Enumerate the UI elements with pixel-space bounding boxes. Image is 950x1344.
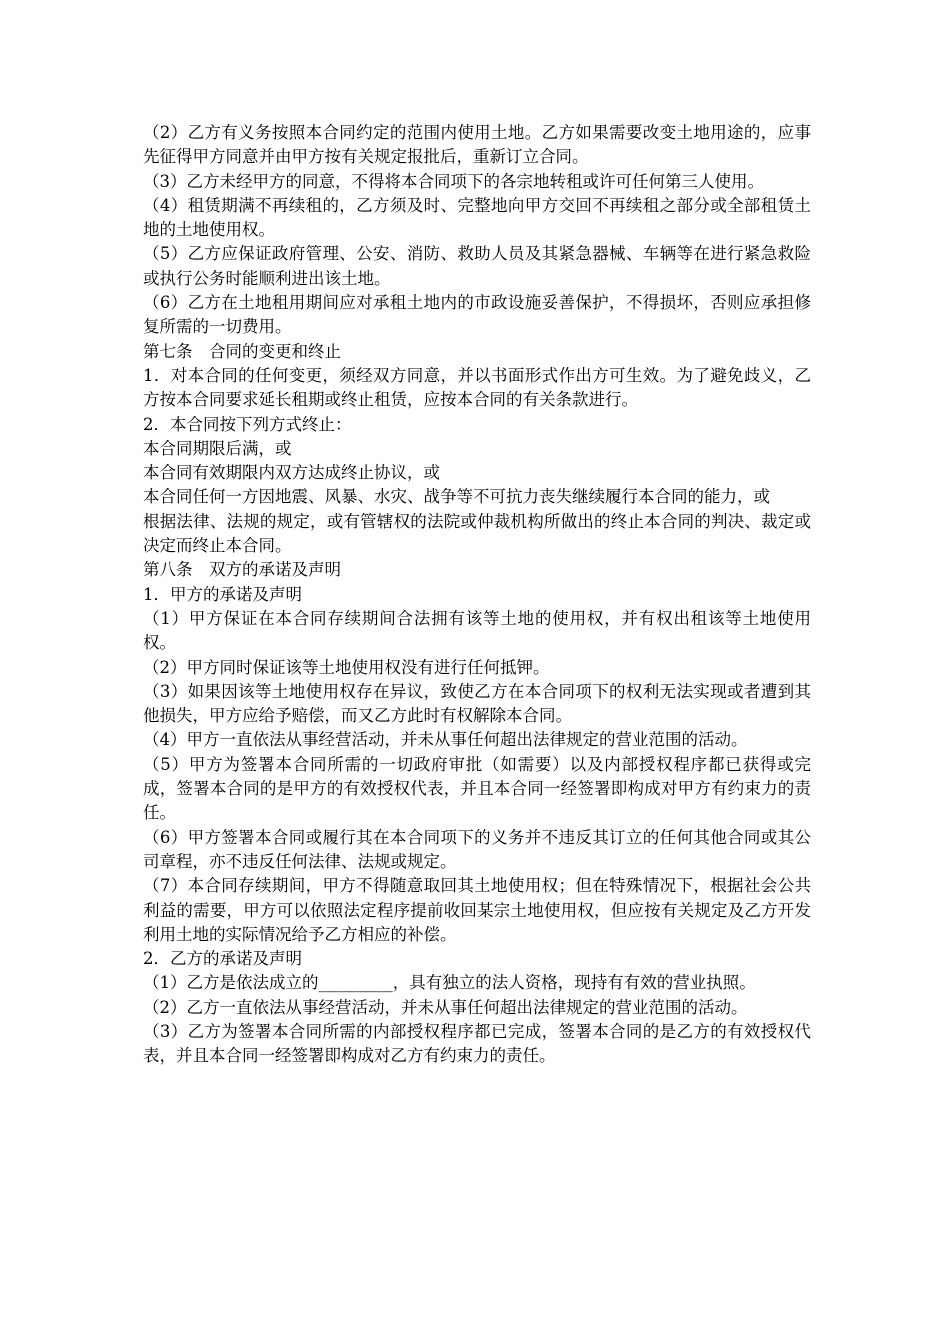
paragraph-a-lawful-operation: （4）甲方一直依法从事经营活动，并未从事任何超出法律规定的营业范围的活动。 [143,730,748,750]
paragraph-a-no-mortgage: （2）甲方同时保证该等土地使用权没有进行任何抵钾。 [143,657,550,677]
paragraph-a-land-rights: （1）甲方保证在本合同存续期间合法拥有该等土地的使用权，并有权出租该等土地使用权。 [143,608,811,653]
paragraph-a-no-withdrawal: （7）本合同存续期间，甲方不得随意取回其土地使用权；但在特殊情况下，根据社会公共利益的需要，甲方可以依照法定程序提前收回某宗土地使用权，但应按有关规定及乙方开发利用土地的实际情况给予乙方相应的补偿。 [143,876,811,944]
paragraph-emergency-access: （5）乙方应保证政府管理、公安、消防、救助人员及其紧急器械、车辆等在进行紧急救险或执行公务时能顺利进出该土地。 [143,244,811,288]
paragraph-contract-change: 1．对本合同的任何变更，须经双方同意，并以书面形式作出方可生效。为了避免歧义，乙方按本合同要求延长租期或终止租赁，应按本合同的有关条款进行。 [143,365,811,410]
article-7-heading: 第七条 合同的变更和终止 [143,341,341,361]
paragraph-a-no-violation: （6）甲方签署本合同或履行其在本合同项下的义务并不违反其订立的任何其他合同或其公司章程，亦不违反任何法律、法规或规定。 [143,827,811,871]
paragraph-mutual-agreement: 本合同有效期限内双方达成终止协议，或 [143,463,440,483]
section-party-a-heading: 1．甲方的承诺及声明 [143,584,302,604]
document-body [143,121,811,1069]
paragraph-use-scope: （2）乙方有义务按照本合同约定的范围内使用土地。乙方如果需要改变土地用途的，应事先征得甲方同意并由甲方按有关规定报批后，重新订立合同。 [143,123,811,167]
paragraph-b-lawful-operation: （2）乙方一直依法从事经营活动，并未从事任何超出法律规定的营业范围的活动。 [143,997,748,1017]
paragraph-return-land: （4）租赁期满不再续租的，乙方须及时、完整地向甲方交回不再续租之部分或全部租赁土地的土地使用权。 [143,195,811,240]
paragraph-force-majeure: 本合同任何一方因地震、风暴、水灾、战争等不可抗力丧失继续履行本合同的能力，或 [143,487,770,507]
article-8-heading: 第八条 双方的承诺及声明 [143,560,341,580]
paragraph-b-authorization: （3）乙方为签署本合同所需的内部授权程序都已完成，签署本合同的是乙方的有效授权代表，并且本合同一经签署即构成对乙方有约束力的责任。 [143,1021,811,1066]
paragraph-a-compensation: （3）如果因该等土地使用权存在异议，致使乙方在本合同项下的权利无法实现或者遭到其他损失，甲方应给予赔偿，而又乙方此时有权解除本合同。 [143,681,811,726]
paragraph-no-sublease: （3）乙方未经甲方的同意，不得将本合同项下的各宗地转租或许可任何第三人使用。 [143,171,764,191]
section-party-b-heading: 2．乙方的承诺及声明 [143,949,302,969]
paragraph-a-authorization: （5）甲方为签署本合同所需的一切政府审批（如需要）以及内部授权程序都已获得或完成，签署本合同的是甲方的有效授权代表，并且本合同一经签署即构成对甲方有约束力的责任。 [143,754,811,823]
paragraph-legal-termination: 根据法律、法规的规定，或有管辖权的法院或仲裁机构所做出的终止本合同的判决、裁定或决定而终止本合同。 [143,511,811,556]
paragraph-term-expiry: 本合同期限后满，或 [143,438,292,458]
paragraph-b-legal-entity: （1）乙方是依法成立的_________，具有独立的法人资格，现持有有效的营业执照。 [143,973,756,993]
paragraph-facility-protection: （6）乙方在土地租用期间应对承租土地内的市政设施妥善保护，不得损坏，否则应承担修复所需的一切费用。 [143,293,811,337]
paragraph-termination-methods: 2．本合同按下列方式终止： [143,414,352,434]
